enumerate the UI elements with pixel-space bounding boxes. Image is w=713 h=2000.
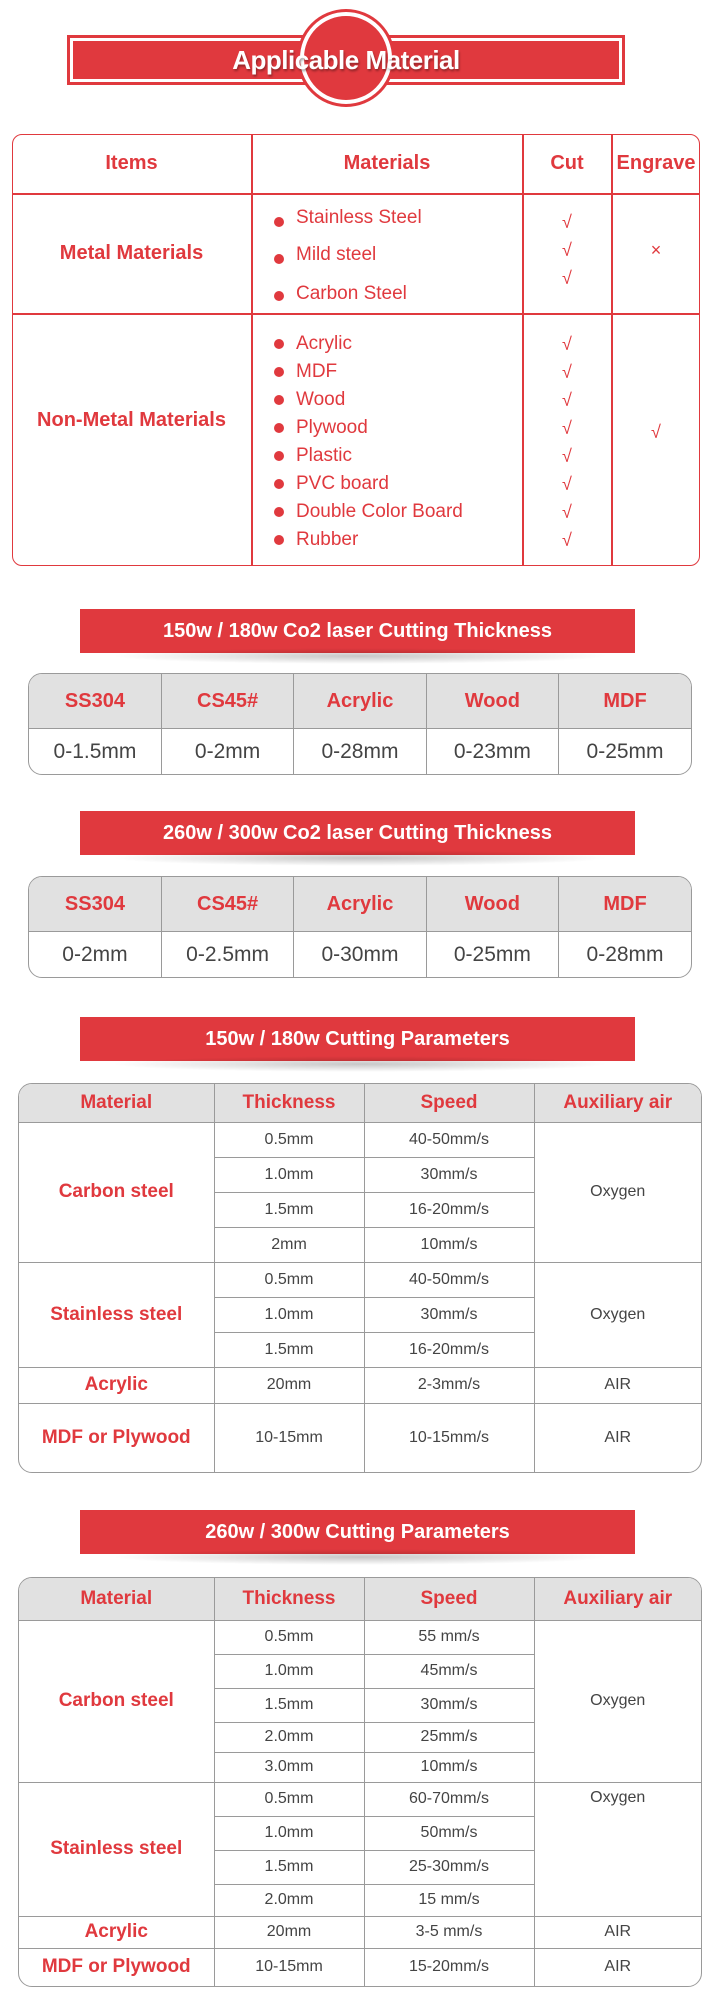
banner-shadow xyxy=(110,1549,610,1565)
thickness-table-1 xyxy=(28,673,692,775)
table-cell: 60-70mm/s xyxy=(364,1782,534,1816)
material-name: Acrylic xyxy=(19,1916,214,1948)
table-cell: 0.5mm xyxy=(214,1262,364,1297)
banner-shadow xyxy=(110,850,610,866)
table-cell: 1.5mm xyxy=(214,1332,364,1367)
table-cell: 16-20mm/s xyxy=(364,1332,534,1367)
metal-cut-marks xyxy=(523,208,611,292)
table-cell: 0-25mm xyxy=(426,932,558,978)
table-cell: 0.5mm xyxy=(214,1620,364,1654)
page-title: Applicable Material xyxy=(232,45,460,75)
metal-material-list xyxy=(272,203,517,314)
table-header-cell: Auxiliary air xyxy=(534,1578,701,1620)
table-header-cell: MDF xyxy=(559,877,691,932)
table-header-cell: Material xyxy=(19,1084,214,1122)
table-cell: 40-50mm/s xyxy=(364,1262,534,1297)
auxiliary-air: AIR xyxy=(534,1916,701,1948)
table-header-cell: CS45# xyxy=(161,877,293,932)
parameters-table-1 xyxy=(18,1083,702,1473)
check-icon: √ xyxy=(562,418,572,438)
list-item: Carbon Steel xyxy=(272,277,517,314)
parameters-table-2 xyxy=(18,1577,702,1987)
table-cell: 1.0mm xyxy=(214,1297,364,1332)
list-item: Mild steel xyxy=(272,240,517,277)
table-row xyxy=(19,1782,701,1816)
table-cell: 10mm/s xyxy=(364,1752,534,1782)
table-cell: 45mm/s xyxy=(364,1654,534,1688)
check-icon: √ xyxy=(562,212,572,232)
category-nonmetal: Non-Metal Materials xyxy=(37,409,226,431)
table-cell: 3-5 mm/s xyxy=(364,1916,534,1948)
table-cell: 15-20mm/s xyxy=(364,1948,534,1986)
table-cell: 0-1.5mm xyxy=(29,729,161,775)
auxiliary-air: AIR xyxy=(534,1403,701,1472)
table-cell: 10-15mm/s xyxy=(364,1403,534,1472)
table-cell: 0-28mm xyxy=(294,729,426,775)
check-icon: √ xyxy=(562,362,572,382)
table-cell: 0-25mm xyxy=(586,739,664,763)
table-cell: 2mm xyxy=(214,1227,364,1262)
table-row xyxy=(19,1620,701,1654)
table-cell: 20mm xyxy=(214,1367,364,1403)
check-icon: √ xyxy=(562,240,572,260)
table-cell: 1.0mm xyxy=(214,1654,364,1688)
table-cell: 30mm/s xyxy=(364,1297,534,1332)
auxiliary-air: Oxygen xyxy=(534,1620,701,1782)
table-cell: 16-20mm/s xyxy=(364,1192,534,1227)
banner-shadow xyxy=(110,1056,610,1072)
list-item: PVC board xyxy=(272,470,517,498)
list-item: Plywood xyxy=(272,414,517,442)
table-cell: 55 mm/s xyxy=(364,1620,534,1654)
table-cell: 0-2mm xyxy=(161,729,293,775)
table-row xyxy=(19,1403,701,1472)
section-banner-params-2: 260w / 300w Cutting Parameters xyxy=(80,1510,635,1554)
table-cell: 2.0mm xyxy=(214,1722,364,1752)
check-icon: √ xyxy=(562,502,572,522)
table-header-cell: MDF xyxy=(559,674,691,729)
thickness-table-2 xyxy=(28,876,692,978)
table-divider xyxy=(251,134,253,566)
header-cut: Cut xyxy=(550,152,584,174)
list-item: MDF xyxy=(272,358,517,386)
table-header-cell: CS45# xyxy=(161,674,293,729)
table-cell: 1.0mm xyxy=(214,1816,364,1850)
table-header-cell: Speed xyxy=(364,1084,534,1122)
table-cell: 2.0mm xyxy=(214,1884,364,1916)
check-icon: √ xyxy=(651,422,661,442)
table-cell: 0.5mm xyxy=(214,1782,364,1816)
list-item: Acrylic xyxy=(272,330,517,358)
auxiliary-air: AIR xyxy=(534,1948,701,1986)
table-header-cell: Speed xyxy=(364,1578,534,1620)
cross-icon: × xyxy=(650,240,662,260)
table-cell: 10-15mm xyxy=(214,1403,364,1472)
section-banner-thickness-1: 150w / 180w Co2 laser Cutting Thickness xyxy=(80,609,635,653)
banner-shadow xyxy=(110,648,610,664)
nonmetal-cut-marks xyxy=(523,330,611,554)
check-icon: √ xyxy=(562,530,572,550)
material-name: MDF or Plywood xyxy=(19,1948,214,1986)
table-cell: 25mm/s xyxy=(364,1722,534,1752)
table-divider xyxy=(611,134,613,566)
table-cell: 1.5mm xyxy=(214,1192,364,1227)
table-row xyxy=(19,1916,701,1948)
material-name: Carbon steel xyxy=(19,1620,214,1782)
list-item: Rubber xyxy=(272,526,517,554)
material-name: Stainless steel xyxy=(19,1262,214,1367)
list-item: Plastic xyxy=(272,442,517,470)
header-materials: Materials xyxy=(343,152,431,174)
check-icon: √ xyxy=(562,474,572,494)
table-cell: 15 mm/s xyxy=(364,1884,534,1916)
list-item: Stainless Steel xyxy=(272,203,517,240)
table-header-cell: SS304 xyxy=(29,877,161,932)
table-cell: 0-2mm xyxy=(29,932,161,978)
table-cell: 0-28mm xyxy=(586,942,664,966)
table-header-cell: Auxiliary air xyxy=(534,1084,701,1122)
check-icon: √ xyxy=(562,334,572,354)
table-cell: 0-23mm xyxy=(426,729,558,775)
auxiliary-air: AIR xyxy=(534,1367,701,1403)
table-cell: 0.5mm xyxy=(214,1122,364,1157)
check-icon: √ xyxy=(562,446,572,466)
header-items: Items xyxy=(105,152,158,174)
table-row xyxy=(19,1948,701,1986)
table-cell: 2-3mm/s xyxy=(364,1367,534,1403)
section-banner-params-1: 150w / 180w Cutting Parameters xyxy=(80,1017,635,1061)
material-name: Carbon steel xyxy=(19,1122,214,1262)
table-cell: 40-50mm/s xyxy=(364,1122,534,1157)
auxiliary-air: Oxygen xyxy=(534,1782,701,1916)
table-divider xyxy=(12,193,700,195)
table-cell: 10mm/s xyxy=(364,1227,534,1262)
table-cell: 10-15mm xyxy=(214,1948,364,1986)
material-name: Stainless steel xyxy=(19,1782,214,1916)
table-header-cell: Thickness xyxy=(214,1084,364,1122)
auxiliary-air: Oxygen xyxy=(534,1262,701,1367)
auxiliary-air: Oxygen xyxy=(534,1122,701,1262)
table-cell: 3.0mm xyxy=(214,1752,364,1782)
table-row xyxy=(19,1122,701,1157)
table-cell: 0-30mm xyxy=(294,932,426,978)
category-metal: Metal Materials xyxy=(59,242,204,264)
table-header-cell: SS304 xyxy=(29,674,161,729)
material-name: MDF or Plywood xyxy=(19,1403,214,1472)
table-cell: 1.5mm xyxy=(214,1688,364,1722)
table-cell: 50mm/s xyxy=(364,1816,534,1850)
table-header-cell: Material xyxy=(19,1578,214,1620)
table-header-cell: Wood xyxy=(426,674,558,729)
list-item: Wood xyxy=(272,386,517,414)
table-cell: 1.0mm xyxy=(214,1157,364,1192)
table-cell: 20mm xyxy=(214,1916,364,1948)
section-banner-thickness-2: 260w / 300w Co2 laser Cutting Thickness xyxy=(80,811,635,855)
list-item: Double Color Board xyxy=(272,498,517,526)
table-header-cell: Wood xyxy=(426,877,558,932)
table-row xyxy=(19,1367,701,1403)
table-header-cell: Acrylic xyxy=(294,877,426,932)
check-icon: √ xyxy=(562,268,572,288)
table-cell: 25-30mm/s xyxy=(364,1850,534,1884)
nonmetal-material-list xyxy=(272,330,517,554)
table-cell: 30mm/s xyxy=(364,1688,534,1722)
table-cell: 0-2.5mm xyxy=(161,932,293,978)
table-header-cell: Thickness xyxy=(214,1578,364,1620)
header-engrave: Engrave xyxy=(616,152,696,174)
table-cell: 1.5mm xyxy=(214,1850,364,1884)
table-row xyxy=(19,1262,701,1297)
table-header-cell: Acrylic xyxy=(294,674,426,729)
table-cell: 30mm/s xyxy=(364,1157,534,1192)
check-icon: √ xyxy=(562,390,572,410)
material-name: Acrylic xyxy=(19,1367,214,1403)
